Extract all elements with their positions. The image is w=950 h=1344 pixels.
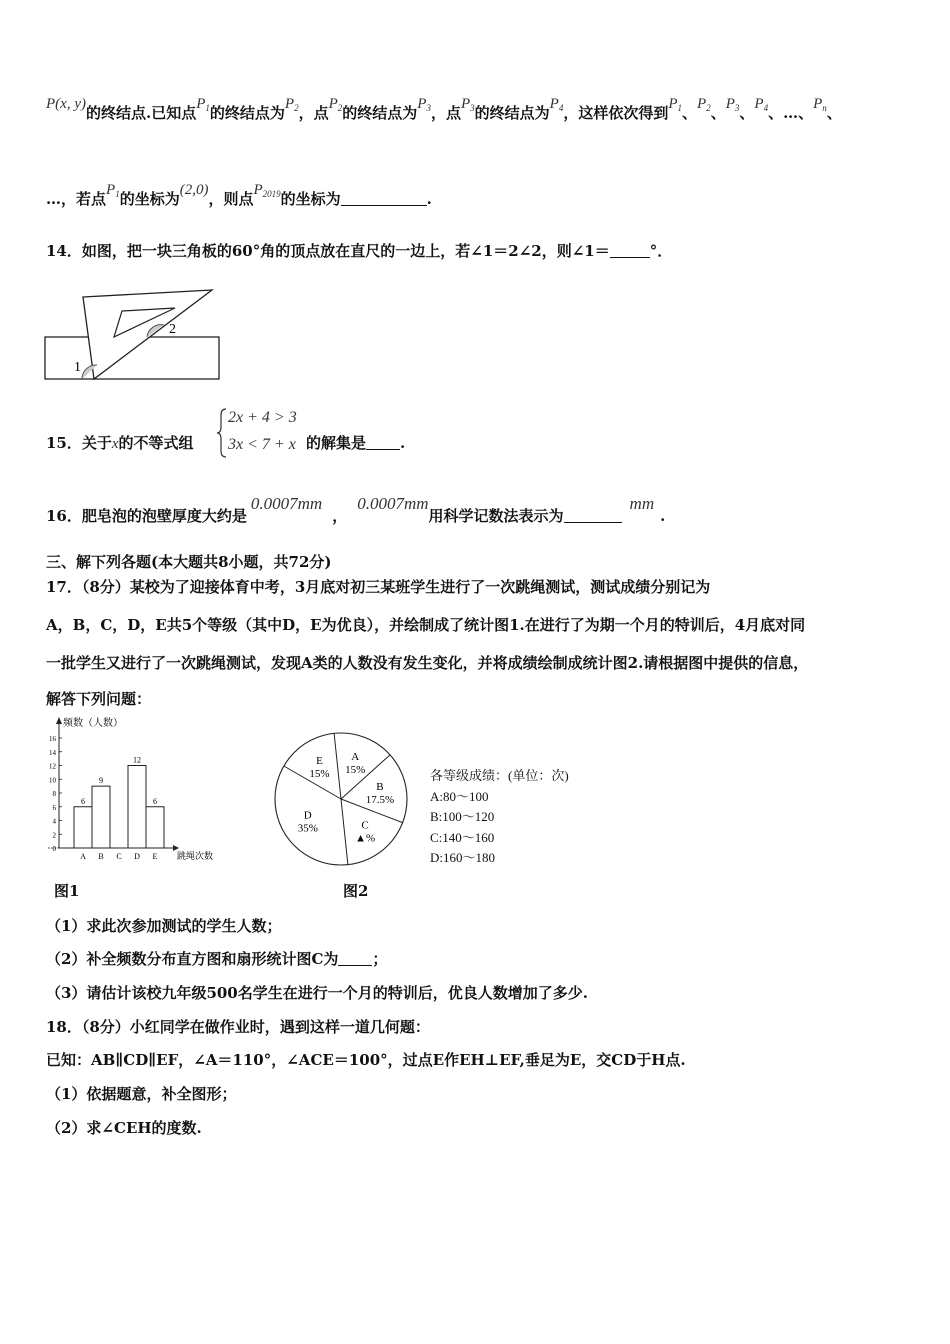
category-label: B bbox=[98, 852, 104, 861]
p-xy: P(x, y) bbox=[46, 96, 86, 112]
category-label: D bbox=[134, 852, 140, 861]
y-tick-label: 6 bbox=[52, 803, 56, 812]
bar-value-label: 9 bbox=[99, 776, 103, 786]
fig2-caption: 图2 bbox=[343, 882, 369, 900]
bar-value-label: 6 bbox=[153, 796, 157, 806]
slice-label-A: A bbox=[351, 751, 360, 764]
slice-pct-A: 15% bbox=[345, 764, 366, 777]
bar-B bbox=[92, 786, 110, 848]
y-tick-label: 16 bbox=[49, 735, 56, 743]
y-tick-label: 4 bbox=[52, 817, 56, 826]
q17-sub2: （2）补全频数分布直方图和扇形统计图C为 ； bbox=[46, 950, 388, 968]
answer-blank bbox=[338, 951, 372, 966]
ineq1: 2x + 4 > 3 bbox=[228, 409, 297, 426]
q18-line2: 已知：AB∥CD∥EF，∠A＝110°，∠ACE＝100°，过点E作EH⊥EF,垂足为E，交CD于H点. bbox=[46, 1051, 686, 1069]
category-label: E bbox=[152, 852, 158, 861]
q13-line1: P(x, y)的终结点.已知点$P_1$的终结点为$P_2$，点$P_2$的终结点为$P_3$，点$P_3$的终结点为$P_4$，这样依次得到$P_1$、$P_2$、$P_3$、$P_4$、…、$P_n$、 bbox=[46, 96, 842, 122]
grade-legend bbox=[430, 766, 569, 869]
bar-value-label: 12 bbox=[133, 755, 141, 765]
category-label: A bbox=[80, 852, 86, 861]
y-tick-label: 2 bbox=[52, 831, 56, 840]
q14-text: 14．如图，把一块三角板的60°角的顶点放在直尺的一边上，若∠1＝2∠2，则∠1＝ °． bbox=[46, 242, 673, 260]
q17-line4: 解答下列问题： bbox=[46, 690, 152, 708]
bar-value-label: 6 bbox=[81, 796, 85, 806]
answer-blank bbox=[341, 191, 427, 206]
pie-chart bbox=[270, 728, 412, 870]
slice-label-B: B bbox=[376, 780, 384, 793]
y-tick-label: 12 bbox=[49, 762, 56, 771]
legend-item: B:100～120 bbox=[430, 809, 495, 824]
q15-suffix: 的解集是 . bbox=[306, 434, 406, 452]
answer-blank bbox=[610, 243, 650, 258]
coord-value: (2,0) bbox=[179, 182, 209, 198]
legend-item: D:160～180 bbox=[430, 850, 496, 865]
q13-line2: …，若点$P_1$的坐标为(2,0)，则点$P_{2019}$的坐标为 . bbox=[46, 182, 432, 208]
ineq2: 3x < 7 + x bbox=[228, 436, 296, 453]
slice-pct-D: 35% bbox=[297, 822, 318, 835]
q16-text: 16．肥皂泡的泡壁厚度大约是0.0007mm，0.0007mm用科学记数法表示为mm. bbox=[46, 494, 666, 525]
answer-blank bbox=[564, 508, 622, 523]
bar-A bbox=[74, 807, 92, 848]
q17-sub1: （1）求此次参加测试的学生人数； bbox=[46, 917, 282, 935]
y-axis-title: 频数（人数） bbox=[63, 718, 123, 729]
x-axis-title: 跳绳次数 bbox=[177, 851, 214, 861]
bar-D bbox=[128, 766, 146, 849]
bar-chart bbox=[45, 714, 235, 864]
q15-text: 15．关于x的不等式组 bbox=[46, 434, 194, 452]
angle1-label: 1 bbox=[74, 360, 81, 375]
inequality-system bbox=[216, 407, 304, 459]
bar-E bbox=[146, 807, 164, 848]
q14-figure bbox=[42, 285, 227, 385]
q17-line2: A，B，C，D，E共5个等级（其中D，E为优良），并绘制成了统计图1.在进行了为期一个月的特训后，4月底对同 bbox=[46, 616, 806, 634]
answer-blank bbox=[366, 435, 400, 450]
angle2-label: 2 bbox=[169, 322, 176, 337]
slice-pct-E: 15% bbox=[309, 767, 330, 780]
slice-pct-C: ▲% bbox=[355, 832, 376, 845]
q18-sub2: （2）求∠CEH的度数. bbox=[46, 1119, 202, 1137]
legend-item: A:80～100 bbox=[430, 788, 489, 804]
category-label: C bbox=[116, 852, 122, 861]
y-tick-label: 14 bbox=[49, 748, 56, 757]
q18-sub1: （1）依据题意，补全图形； bbox=[46, 1085, 237, 1103]
q18-line1: 18．（8分）小红同学在做作业时，遇到这样一道几何题： bbox=[46, 1018, 430, 1036]
slice-pct-B: 17.5% bbox=[365, 793, 395, 806]
y-tick-label: 10 bbox=[49, 776, 56, 785]
q17-line3: 一批学生又进行了一次跳绳测试，发现A类的人数没有发生变化，并将成绩绘制成统计图2.请根据图中提供的信息， bbox=[46, 654, 809, 672]
legend-item: C:140～160 bbox=[430, 829, 495, 845]
section-heading: 三、解下列各题(本大题共8小题，共72分) bbox=[46, 553, 332, 571]
y-axis-arrow bbox=[56, 717, 62, 724]
q17-line1: 17．（8分）某校为了迎接体育中考，3月底对初三某班学生进行了一次跳绳测试，测试成绩分别记为 bbox=[46, 578, 711, 596]
slice-label-D: D bbox=[303, 809, 312, 822]
q17-sub3: （3）请估计该校九年级500名学生在进行一个月的特训后，优良人数增加了多少. bbox=[46, 984, 588, 1002]
fig1-caption: 图1 bbox=[54, 882, 80, 900]
y-tick-label: 8 bbox=[52, 790, 56, 798]
slice-label-C: C bbox=[361, 819, 369, 832]
y-tick-label: 0 bbox=[52, 845, 56, 853]
slice-label-E: E bbox=[316, 754, 323, 767]
legend-title: 各等级成绩：(单位：次) bbox=[430, 768, 569, 783]
